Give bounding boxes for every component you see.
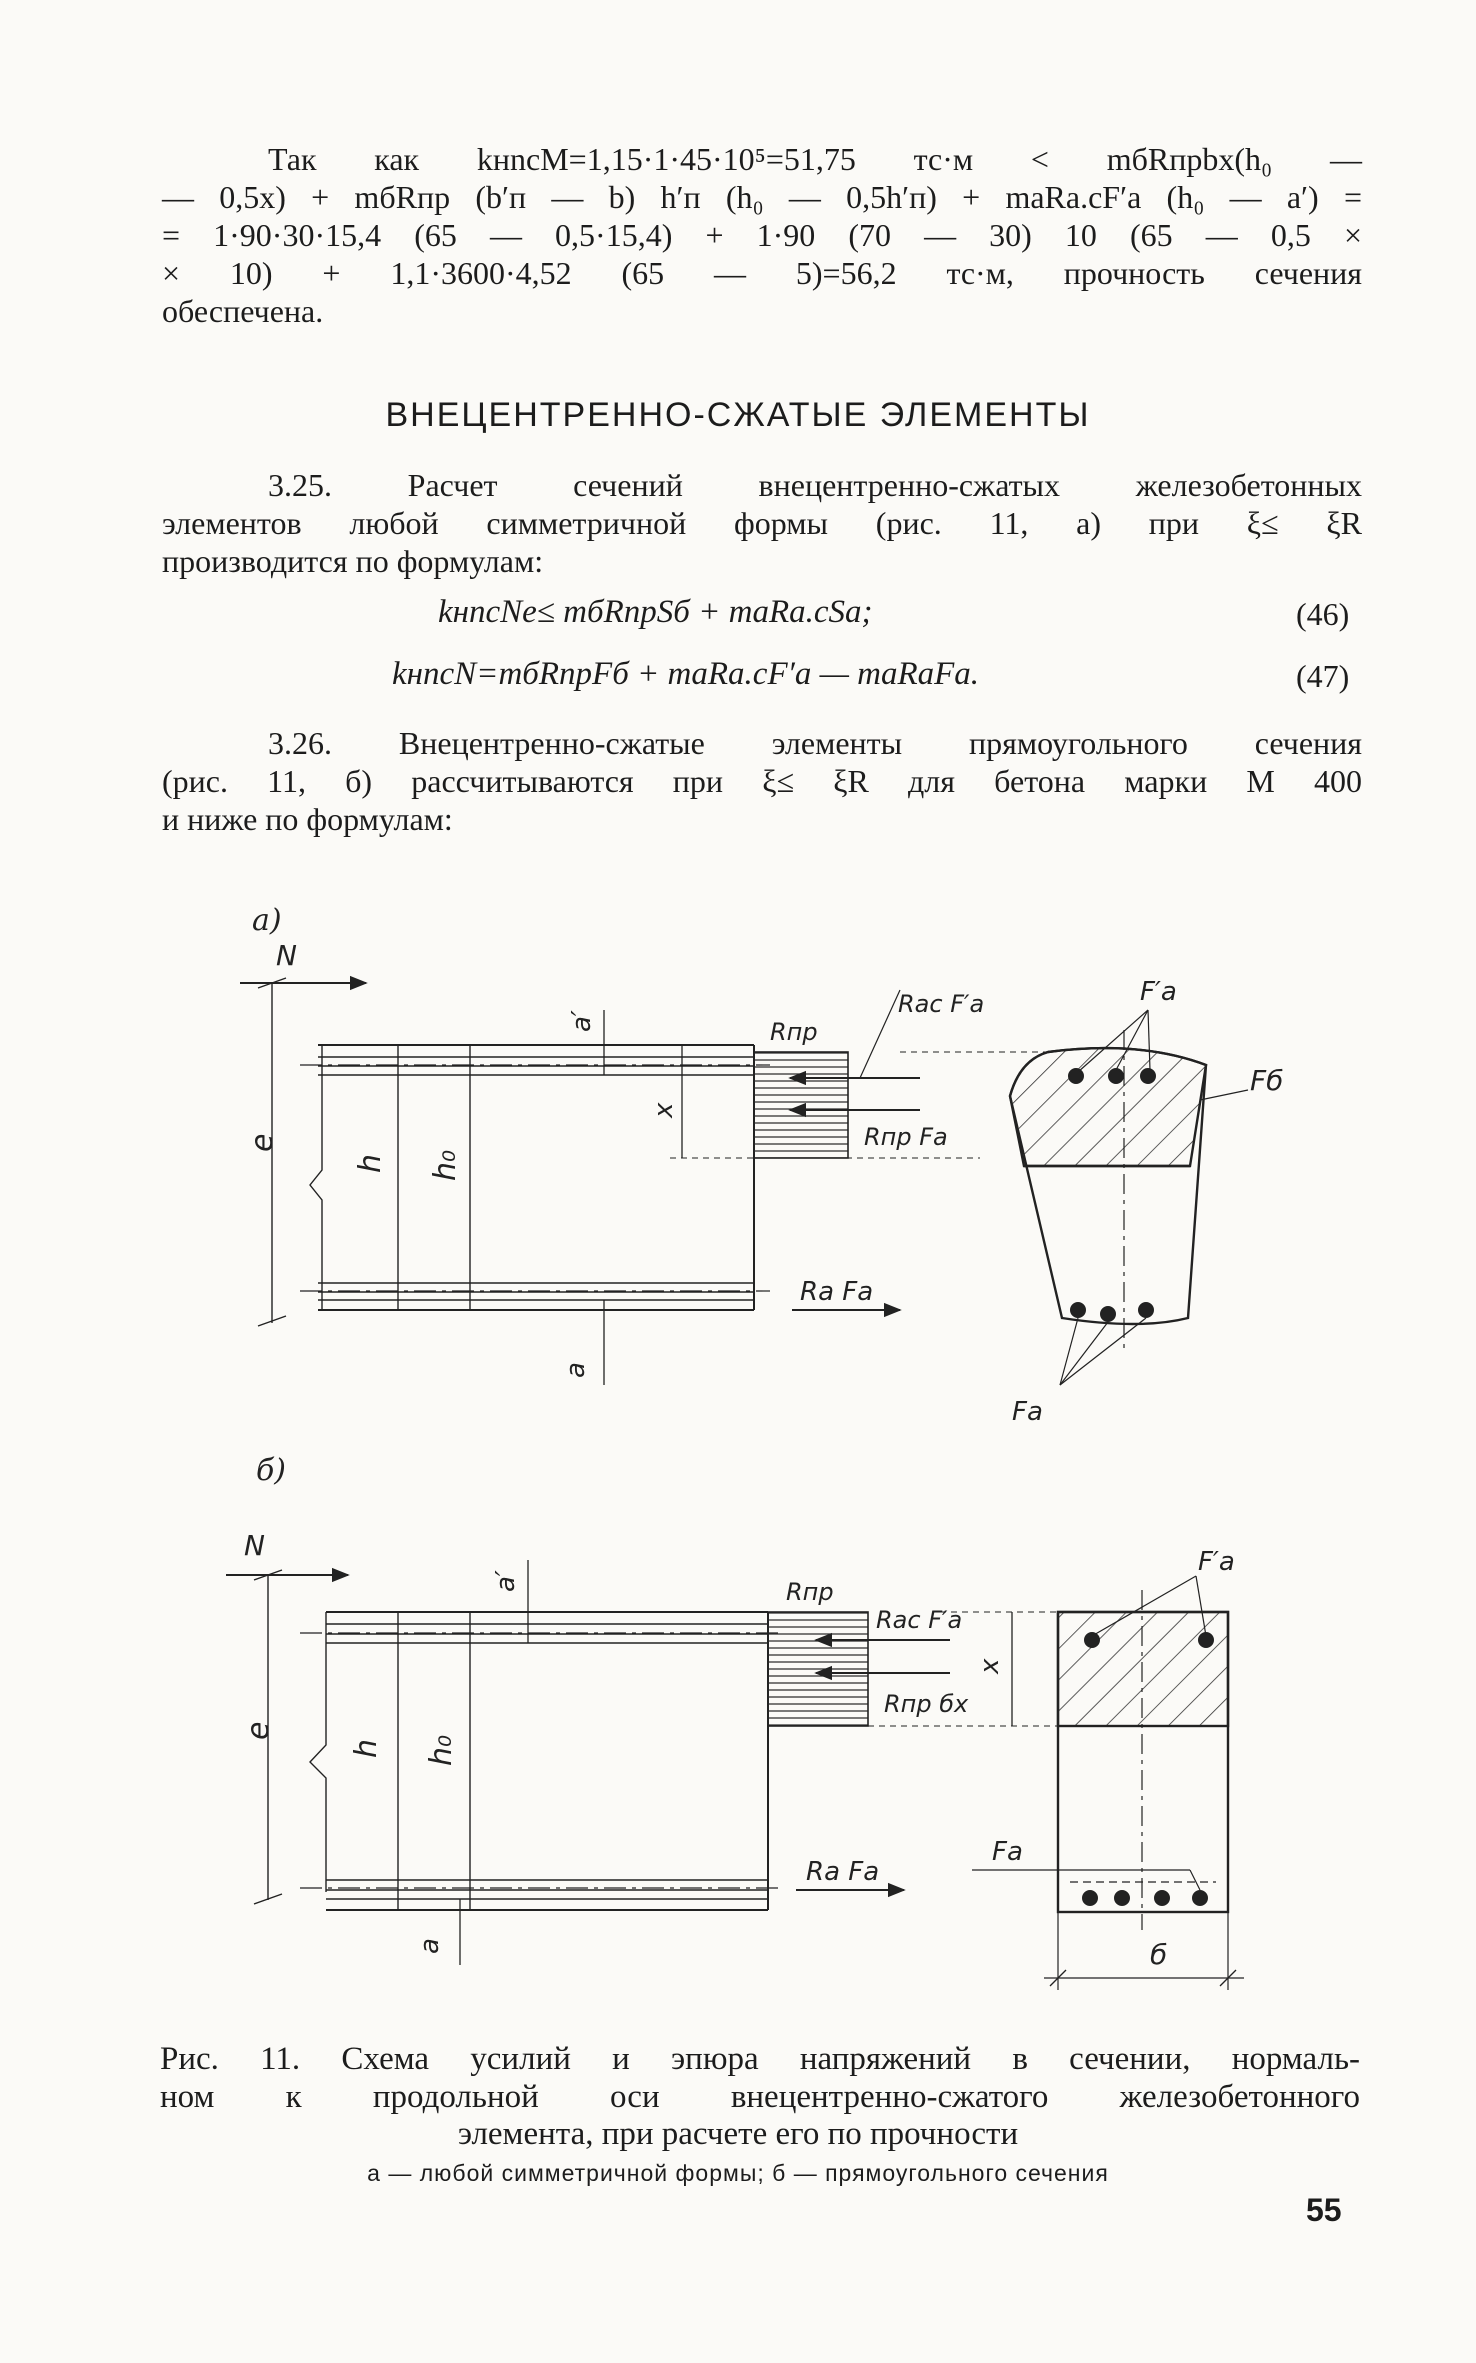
intro-line-5: обеспечена. — [162, 293, 324, 329]
figure-a-N-label: N — [276, 939, 297, 972]
formula-46-number: (46) — [1296, 596, 1350, 632]
p326-line-3: и ниже по формулам: — [162, 801, 453, 837]
figure-a-Fa-label: Fа — [1012, 1397, 1043, 1427]
figure-b-b-label: б — [1150, 1938, 1168, 1971]
p325-line-1: 3.25. Расчет сечений внецентренно-сжатых железобетонных — [268, 467, 1362, 503]
section-heading: ВНЕЦЕНТРЕННО-СЖАТЫЕ ЭЛЕМЕНТЫ — [385, 396, 1091, 434]
figure-a-Rac-Fa-prime-label: Rас F′а — [898, 990, 985, 1018]
intro-line-4: × 10) + 1,1·3600·4,52 (65 — 5)=56,2 тс·м, прочность сечения — [162, 255, 1362, 291]
p325-line-2: элементов любой симметричной формы (рис. 11, а) при ξ≤ ξR — [162, 505, 1362, 541]
figure-b-Rpr-bx-label: Rпр бx — [884, 1690, 969, 1718]
figure-a-Rpr-Fa-label: Rпр Fа — [864, 1123, 948, 1151]
figure-a-x-label: x — [649, 1102, 679, 1118]
figure-b-Ra-Fa-label: Rа Fа — [806, 1857, 880, 1887]
figure-b-N-label: N — [244, 1529, 265, 1562]
figure-b-a-label: a — [415, 1938, 445, 1954]
figure-b-x-label: x — [975, 1658, 1005, 1674]
p326-line-1: 3.26. Внецентренно-сжатые элементы прямоугольного сечения — [268, 725, 1362, 761]
formula-47-number: (47) — [1296, 658, 1350, 694]
caption-line-1: Рис. 11. Схема усилий и эпюра напряжений в сечении, нормаль- — [160, 2041, 1360, 2077]
figure-a-Ra-Fa-label: Rа Fа — [800, 1277, 874, 1307]
figure-a-Fa-prime-label: F′а — [1140, 977, 1177, 1007]
figure-b-Fa-prime-label: F′а — [1198, 1547, 1235, 1577]
figure-b-e-label: e — [241, 1721, 276, 1740]
figure-caption — [160, 2040, 1360, 2116]
page-number: 55 — [1306, 2192, 1342, 2228]
figure-a-a-label: a — [561, 1362, 591, 1378]
figure-a-Rpr-label: Rпр — [770, 1018, 818, 1046]
figure-b-Rac-Fa-prime-label: Rас F′а — [876, 1606, 963, 1634]
figure-a-Fb-label: Fб — [1250, 1064, 1284, 1097]
figure-subcaption: а — любой симметричной формы; б — прямоугольного сечения — [367, 2160, 1109, 2186]
p325-line-3: производится по формулам: — [162, 543, 544, 579]
figure-b-Fa-label: Fа — [992, 1837, 1023, 1867]
figure-a-h0-label: h₀ — [428, 1149, 463, 1181]
figure-a-a-prime-label: a′ — [567, 1010, 597, 1032]
intro-line-2: — 0,5x) + mбRпр (b′п — b) h′п (h₀ — 0,5h′п) + maRа.сF′а (h₀ — a′) = — [162, 179, 1362, 215]
figure-b — [226, 1453, 1244, 1990]
caption-line-3: элемента, при расчете его по прочности — [457, 2116, 1019, 2152]
figure-b-h-label: h — [349, 1738, 384, 1758]
figure-b-a-prime-label: a′ — [491, 1570, 521, 1592]
figure-a — [240, 903, 1283, 1427]
figure-a-h-label: h — [353, 1153, 388, 1173]
figure-a-e-label: e — [245, 1133, 280, 1152]
formula-47: kнncN=mбRпрFб + maRа.сF′а — maRаFа. — [392, 656, 980, 692]
intro-line-1: Так как kнncM=1,15·1·45·10⁵=51,75 тс·м < mбRпрbx(h₀ — — [268, 141, 1362, 177]
figure-b-h0-label: h₀ — [424, 1734, 459, 1766]
formula-46: kнncNe≤ mбRпрSб + maRа.сSа; — [438, 594, 873, 630]
figure-b-panel-label: б) — [256, 1453, 287, 1488]
p326-line-2: (рис. 11, б) рассчитываются при ξ≤ ξR для бетона марки М 400 — [162, 763, 1362, 799]
figure-a-panel-label: а) — [252, 903, 282, 938]
figure-b-Rpr-label: Rпр — [786, 1578, 834, 1606]
caption-line-2: ном к продольной оси внецентренно-сжатого железобетонного — [160, 2079, 1360, 2115]
intro-line-3: = 1·90·30·15,4 (65 — 0,5·15,4) + 1·90 (70 — 30) 10 (65 — 0,5 × — [162, 217, 1362, 253]
